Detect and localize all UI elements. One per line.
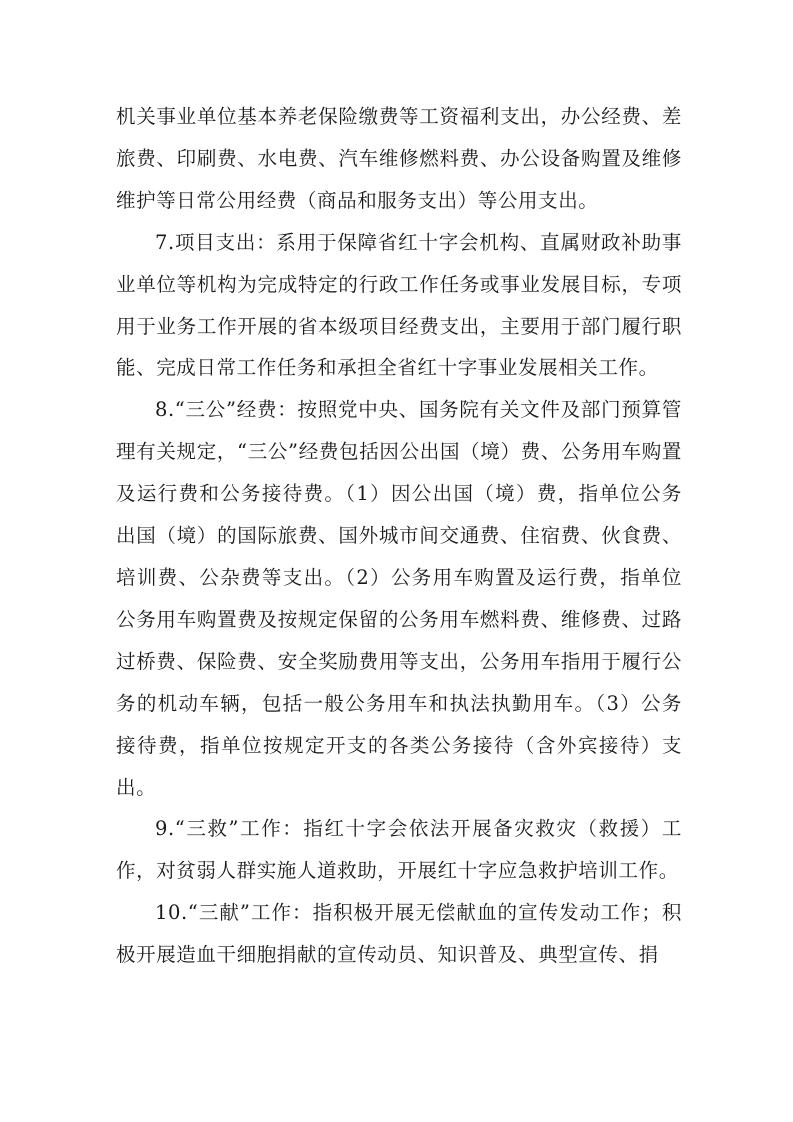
- paragraph-project-expenditure: 7.项目支出：系用于保障省红十字会机构、直属财政补助事业单位等机构为完成特定的行政工作任务或事业发展目标，专项用于业务工作开展的省本级项目经费支出，主要用于部门履行职能、完成日常工作任务和承担全省红十字事业发展相关工作。: [116, 230, 682, 380]
- paragraph-three-donation-work: 10.“三献”工作：指积极开展无偿献血的宣传发动工作；积极开展造血干细胞捐献的宣传动员、知识普及、典型宣传、捐: [116, 901, 682, 967]
- paragraph-continuation: 机关事业单位基本养老保险缴费等工资福利支出，办公经费、差旅费、印刷费、水电费、汽车维修燃料费、办公设备购置及维修维护等日常公用经费（商品和服务支出）等公用支出。: [116, 105, 682, 212]
- paragraph-three-public-funds: 8.“三公”经费：按照党中央、国务院有关文件及部门预算管理有关规定，“三公”经费包括因公出国（境）费、公务用车购置及运行费和公务接待费。（1）因公出国（境）费，指单位公务出国（境）的国际旅费、国外城市间交通费、住宿费、伙食费、培训费、公杂费等支出。（2）公务用车购置及运行费，指单位公务用车购置费及按规定保留的公务用车燃料费、维修费、过路过桥费、保险费、安全奖励费用等支出，公务用车指用于履行公务的机动车辆，包括一般公务用车和执法执勤用车。（3）公务接待费，指单位按规定开支的各类公务接待（含外宾接待）支出。: [116, 398, 682, 799]
- paragraph-three-rescue-work: 9.“三救”工作：指红十字会依法开展备灾救灾（救援）工作，对贫弱人群实施人道救助，开展红十字应急救护培训工作。: [116, 817, 682, 883]
- document-body: [116, 96, 682, 976]
